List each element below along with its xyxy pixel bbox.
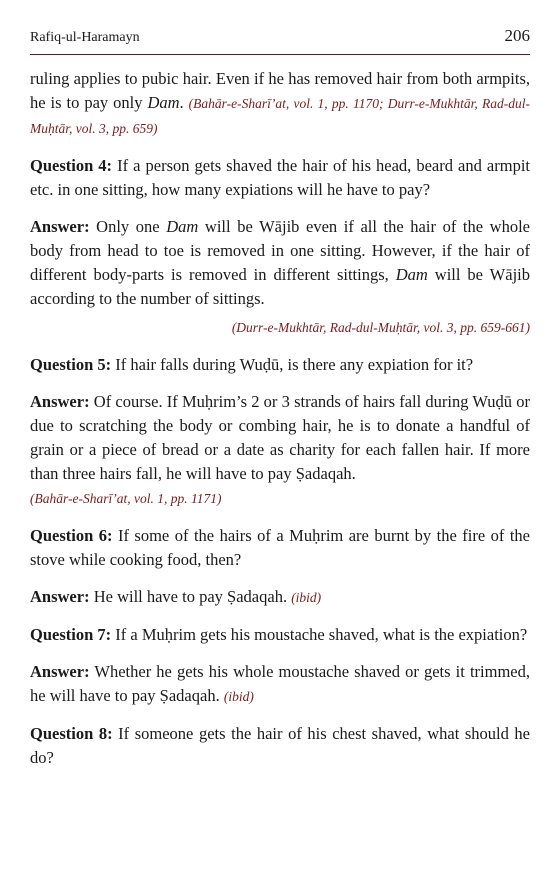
citation: (ibid) (223, 689, 254, 704)
page-body (30, 67, 530, 770)
answer-text: will be Wājib according to the number of sittings. (30, 265, 530, 308)
question-text: If someone gets the hair of his chest shaved, what should he do? (30, 724, 531, 767)
paragraph-continuation (30, 67, 530, 141)
answer-label: Answer: (30, 392, 90, 411)
question-6 (30, 524, 530, 572)
header-rule (30, 54, 530, 55)
question-label: Question 6: (30, 526, 113, 545)
emphasis-dam: Dam (166, 217, 199, 236)
answer-6 (30, 585, 530, 610)
page-header (30, 0, 530, 46)
paragraph-text: . (179, 93, 189, 112)
answer-label: Answer: (30, 217, 90, 236)
answer-text: He will have to pay Ṣadaqah. (89, 587, 292, 606)
question-7 (30, 623, 530, 647)
question-text: If some of the hairs of a Muḥrim are burnt by the fire of the stove while cooking food, then? (30, 526, 530, 569)
citation: (Bahār-e-Sharī’at, vol. 1, pp. 1170; Durr-e-Mukhtār, Rad-dul-Muḥtār, vol. 3, pp. 659) (30, 96, 531, 136)
answer-5 (30, 390, 530, 486)
question-text: If a person gets shaved the hair of his head, beard and armpit etc. in one sitting, how many expiations will he have to pay? (30, 156, 530, 199)
paragraph-text: ruling applies to pubic hair. Even if he has removed hair from both armpits, he is to pay only (30, 69, 530, 112)
answer-7 (30, 660, 530, 709)
question-8 (30, 722, 530, 770)
question-text: If a Muḥrim gets his moustache shaved, what is the expiation? (111, 625, 528, 644)
emphasis-dam: Dam (395, 265, 428, 284)
page-number: 206 (504, 26, 530, 45)
answer-text: Whether he gets his whole moustache shaved or gets it trimmed, he will have to pay Ṣadaqah. (30, 662, 530, 705)
question-label: Question 5: (30, 355, 112, 374)
question-label: Question 7: (30, 625, 112, 644)
question-label: Question 8: (30, 724, 113, 743)
answer-text: will be Wājib even if all the hair of the whole body from head to toe is removed in one sitting. However, if the hair of different body-parts is removed in different sittings, (30, 217, 531, 284)
question-label: Question 4: (30, 156, 113, 175)
answer-text: Only one (89, 217, 167, 236)
answer-label: Answer: (30, 662, 90, 681)
citation: (ibid) (291, 590, 322, 605)
answer-label: Answer: (30, 587, 90, 606)
question-5 (30, 353, 530, 377)
citation: (Durr-e-Mukhtār, Rad-dul-Muḥtār, vol. 3, pp. 659-661) (231, 320, 530, 335)
answer-4-citation (30, 315, 530, 340)
citation: (Bahār-e-Sharī’at, vol. 1, pp. 1171) (30, 491, 222, 506)
emphasis-dam: Dam (147, 93, 180, 112)
running-title: Rafiq-ul-Haramayn (30, 30, 140, 45)
answer-4 (30, 215, 530, 311)
answer-text: Of course. If Muḥrim’s 2 or 3 strands of hairs fall during Wuḍū or due to scratching the body or combing hair, he is to donate a handful of grain or a piece of bread or a date as charity for each fallen hair. If more than three hairs fall, he will have to pay Ṣadaqah. (30, 392, 530, 483)
question-text: If hair falls during Wuḍū, is there any expiation for it? (111, 355, 474, 374)
answer-5-citation (30, 486, 530, 511)
question-4 (30, 154, 530, 202)
